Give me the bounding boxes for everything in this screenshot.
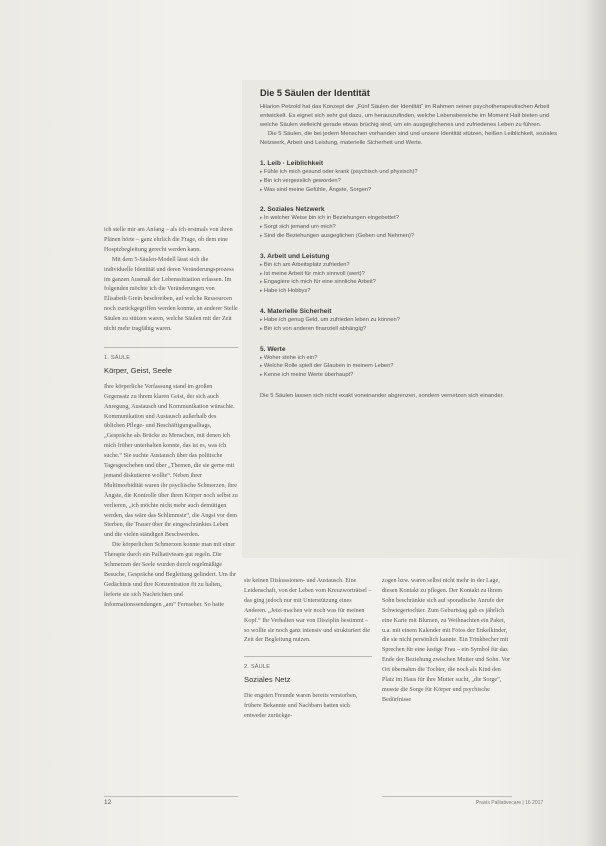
identity-pillars-box bbox=[242, 80, 582, 558]
section-1-paragraph-1: Ihre körperliche Verfassung stand im großen Gegensatz zu ihrem klaren Geist, der sich auch Anregung, Austausch und Kommunikation wünschte. Kommunikation und Austausch außerhalb des üblichen Pflege- und Beschäftigungsalltags, „Gespräche als Brücke zu Menschen, mit denen ich mich früher unterhalten konnte, das ist es, was ich suche.“ Sie suchte Austausch über das politische Tagesgeschehen und über „Themen, die sie gerne mit jemand diskutieren wollte“. Neben ihrer Multimorbidität waren ihr psychische Schmerzen, ihre Ängste, die Kontrolle über ihren Körper noch selbst zu verlieren, „ich möchte nicht mehr auch demütigen werden, das wäre das Schlimmste“, die Angst vor dem Sterben, die Trauer über ihr eingeschränktes Leben und die vielen ständigen Beschwerden. bbox=[104, 383, 238, 539]
box-intro-paragraph-2: Die 5 Säulen, die bei jedem Menschen vorhanden sind und unsere Identität stützen, heißen Leiblichkeit, soziales Netzwerk, Arbeit und Leistung, materielle Sicherheit und Werte. bbox=[260, 131, 558, 146]
list-item: ▸ Sorgt sich jemand um mich? bbox=[260, 223, 564, 232]
section-divider bbox=[244, 656, 372, 657]
section-2-title: Soziales Netz bbox=[244, 675, 291, 685]
middle-paragraph-1: sie keinen Diskussionen- und Austausch. Eine Leidenschaft, von der Leben vom Kreuzworträtsel – das ging jedoch nur mit Unterstützung eines Anderen. „Jetzt machen wir noch was für meinen Kopf.“ Ihr Verhalten war von Disziplin bestimmt – so wollte sie noch ganz intensiv und strukturiert die Zeit der Begleitung nutzen. bbox=[244, 578, 372, 644]
list-item: ▸ Bin ich am Arbeitsplatz zufrieden? bbox=[260, 261, 564, 270]
pillar-1-title: 1. Leib · Leiblichkeit bbox=[260, 160, 324, 167]
book-gutter-shadow bbox=[584, 0, 606, 846]
pillar-5-list bbox=[260, 354, 564, 380]
box-closing-text: Die 5 Säulen lassen sich nicht exakt voneinander abgrenzen, sondern vernetzen sich einander. bbox=[260, 392, 504, 399]
left-intro-paragraph-1: ich stelle mir am Anfang – als ich erstmals von ihren Plänen hörte – ganz ehrlich die Frage, ob dem eine Hospizbegleitung gerecht werden kann. bbox=[104, 227, 233, 253]
list-item: ▸ Engagiere ich mich für eine sinnliche Arbeit? bbox=[260, 278, 564, 287]
list-item: ▸ Was sind meine Gefühle, Ängste, Sorgen? bbox=[260, 186, 564, 195]
list-item: ▸ Fühle ich mich gesund oder krank (psychisch und physisch)? bbox=[260, 168, 564, 177]
pillar-5-title: 5. Werte bbox=[260, 345, 286, 353]
box-intro-paragraph-1: Hilarion Petzold hat das Konzept der „Fünf Säulen der Identität“ im Rahmen seiner psychotherapeutischen Arbeit entwickelt. Es eignet sich sehr gut dazu, um herauszufinden, welche Lebensbereiche im Moment Halt bieten und welche Säulen vielleicht gerade etwas brüchig sind, um ein ausgeglichenes und zufriedenes Leben zu führen. bbox=[260, 104, 550, 128]
list-item: ▸ Welche Rolle spielt der Glauben in meinem Leben? bbox=[260, 362, 564, 371]
pillar-4-title: 4. Materielle Sicherheit bbox=[260, 307, 332, 315]
box-intro bbox=[260, 103, 564, 148]
footer-rule-right bbox=[382, 796, 512, 797]
pillar-1-list bbox=[260, 168, 564, 194]
pillar-3-title: 3. Arbeit und Leistung bbox=[260, 252, 330, 260]
footer-rule-left bbox=[104, 796, 238, 797]
list-item: ▸ Ist meine Arbeit für mich sinnvoll (wert)? bbox=[260, 270, 564, 279]
section-divider bbox=[104, 347, 238, 348]
right-column bbox=[382, 577, 512, 706]
pillar-3-list bbox=[260, 261, 564, 296]
section-2-label: 2. SÄULE bbox=[244, 664, 271, 671]
pillar-2-list bbox=[260, 214, 564, 240]
list-item: ▸ Woher stehe ich ein? bbox=[260, 354, 564, 363]
section-1-paragraph-2: Die körperlichen Schmerzen konnte man mit einer Therapie durch ein Palliativteam gut regeln. Die Schmerzen der Seele wurden durch regelmäßige Besuche, Gespräche und Begleitung gelindert. Um ihr Gedächtnis und ihre Konzentration fit zu halten, lieferte sie sich Nachrichten und Informationssendungen „am“ Fernseher. So hatte bbox=[104, 542, 236, 608]
pillar-2-title: 2. Soziales Netzwerk bbox=[260, 206, 325, 214]
pillar-4-list bbox=[260, 316, 564, 334]
list-item: ▸ Habe ich genug Geld, um zufrieden leben zu können? bbox=[260, 316, 564, 325]
left-intro-paragraph-2: Mit dem 5-Säulen-Modell lässt sich die individuelle Identität und deren Veränderungsprozess im ganzen Ausmaß der Lebenssituation erfassen. Im folgenden möchte ich die Veränderungen von Elisabeth Grein beschreiben, auf welche Ressourcen noch zurückgegriffen werden konnte, an anderer Stelle Säulen zu stützen waren, welche Säulen mit der Zeit nicht mehr tragfähig waren. bbox=[104, 256, 238, 333]
list-item: ▸ Kenne ich meine Werte überhaupt? bbox=[260, 371, 564, 380]
page-number: 12 bbox=[104, 799, 112, 806]
right-paragraph: zogen bzw. waren selbst nicht mehr in der Lage, diesen Kontakt zu pflegen. Der Kontakt zu ihrem Sohn beschränkte sich auf sporadische Anrufe der Schwiegertochter. Zum Geburtstag gab es jährlich eine Karte mit Blumen, zu Weihnachten ein Paket, u.a. mit einem Kalender mit Fotos der Enkelkinder, die sie nicht persönlich kannte. Ein Trinkbecher mit Sprechen für eine lustige Frau – ein Symbol für das Ende der Beziehung zwischen Mutter und Sohn. Vor Ort übernahm die Tochter, die noch als Kind den Platz im Haus für ihre Mutter sucht, „die Sorge“, musste die Sorge für Körper und psychische Bedürfnisse bbox=[382, 578, 511, 703]
list-item: ▸ In welcher Weise bin ich in Beziehungen eingebettet? bbox=[260, 214, 564, 223]
middle-column bbox=[244, 577, 372, 722]
list-item: ▸ Bin ich von anderen finanziell abhängig? bbox=[260, 325, 564, 334]
middle-paragraph-2: Die engsten Freunde waren bereits verstorben, frühere Bekannte und Nachbarn hatten sich entweder zurückge- bbox=[244, 693, 358, 719]
section-1-label: 1. SÄULE bbox=[104, 354, 131, 361]
box-title: Die 5 Säulen der Identität bbox=[260, 88, 370, 98]
magazine-footer: Praxis Palliativecare | 16 2017 bbox=[476, 800, 544, 806]
list-item: ▸ Sind die Beziehungen ausgeglichen (Geben und Nehmen)? bbox=[260, 232, 564, 241]
left-column bbox=[104, 226, 238, 611]
list-item: ▸ Habe ich Hobbys? bbox=[260, 287, 564, 296]
list-item: ▸ Bin ich vergesslich geworden? bbox=[260, 177, 564, 186]
section-1-title: Körper, Geist, Seele bbox=[104, 365, 172, 375]
